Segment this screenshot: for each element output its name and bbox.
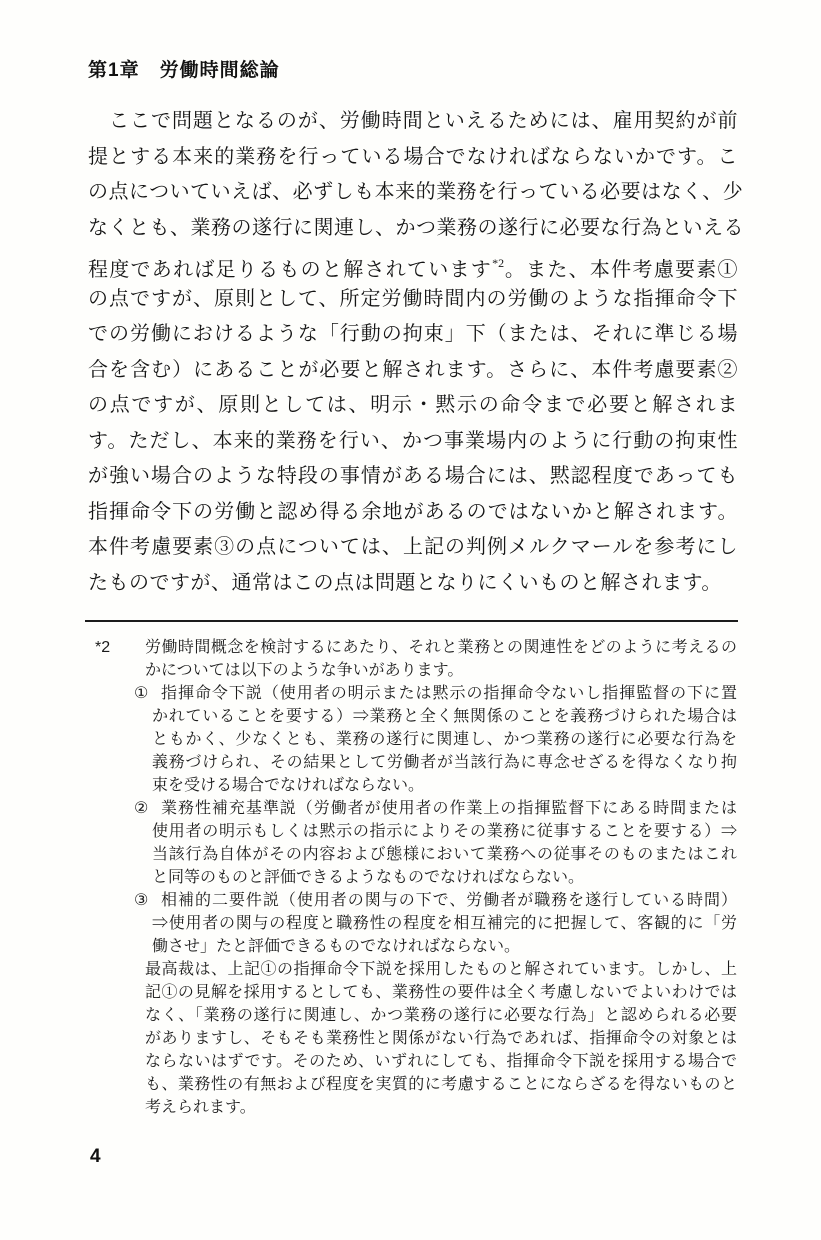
footnote-line: 考えられます。 <box>145 1099 256 1116</box>
chapter-header: 第1章 労働時間総論 <box>88 60 280 81</box>
footnote-line: 義務づけられ、その結果として労働者が当該行為に専念せざるを得なくなり拘 <box>152 754 737 771</box>
footnote-text: 指揮命令下説（使用者の明示または黙示の指揮命令ないし指揮監督の下に置 <box>161 685 737 702</box>
footnote-ref-superscript: *2 <box>492 256 505 270</box>
body-text-segment: 。また、本件考慮要素① <box>504 259 739 281</box>
footnote-line: なく、「業務の遂行に関連し、かつ業務の遂行に必要な行為」と認められる必要 <box>145 1007 737 1024</box>
footnote-number: *2 <box>95 639 111 656</box>
footnote-line: 働させ」たと評価できるものでなければならない。 <box>152 938 521 955</box>
footnote-line: 使用者の明示もしくは黙示の指示によりその業務に従事することを要する）⇒ <box>152 823 737 840</box>
body-line: の点ですが、原則として、所定労働時間内の労働のような指揮命令下 <box>88 287 738 310</box>
footnote-line: 束を受ける場合でなければならない。 <box>152 777 425 794</box>
footnote-line: 当該行為自体がその内容および態様において業務への従事そのものまたはこれ <box>152 846 737 863</box>
footnote-line <box>134 797 737 820</box>
circled-number-2: ② <box>134 800 149 817</box>
footnote-text: 業務性補充基準説（労働者が使用者の作業上の指揮監督下にある時間または <box>161 800 737 817</box>
footnote-text: 労働時間概念を検討するにあたり、それと業務との関連性をどのように考えるの <box>145 639 737 656</box>
footnote-line: がありますし、そもそも業務性と関係がない行為であれば、指揮命令の対象とは <box>145 1030 737 1047</box>
body-line: での労働におけるような「行動の拘束」下（または、それに準じる場 <box>88 323 738 345</box>
footnote-line: と同等のものと評価できるようなものでなければならない。 <box>152 869 585 886</box>
body-line: 指揮命令下の労働と認め得る余地があるのではないかと解されます。 <box>88 500 738 523</box>
body-text <box>88 104 744 601</box>
footnote-line <box>134 682 737 705</box>
footnote-line: かれていることを要する）⇒業務と全く無関係のことを義務づけられた場合は <box>152 708 737 725</box>
body-line: 提とする本来的業務を行っている場合でなければならないかです。こ <box>88 145 738 168</box>
footnote-line: 最高裁は、上記①の指揮命令下説を採用したものと解されています。しかし、上 <box>145 961 737 978</box>
body-line: の点についていえば、必ずしも本来的業務を行っている必要はなく、少 <box>88 181 744 203</box>
body-line: 本件考慮要素③の点については、上記の判例メルクマールを参考にし <box>88 536 738 558</box>
circled-number-1: ① <box>134 685 149 702</box>
footnote-line: ⇒使用者の関与の程度と職務性の程度を相互補完的に把握して、客観的に「労 <box>152 915 737 932</box>
body-line: 合を含む）にあることが必要と解されます。さらに、本件考慮要素② <box>88 358 738 381</box>
footnote <box>0 636 821 1119</box>
body-line: の点ですが、原則としては、明示・黙示の命令まで必要と解されま <box>88 394 738 416</box>
footnote-line: かについては以下のような争いがあります。 <box>145 662 464 679</box>
circled-number-3: ③ <box>134 892 149 909</box>
footnote-line: も、業務性の有無および程度を実質的に考慮することにならざるを得ないものと <box>145 1076 737 1093</box>
body-line: たものですが、通常はこの点は問題となりにくいものと解されます。 <box>88 571 722 594</box>
footnote-text: 相補的二要件説（使用者の関与の下で、労働者が職務を遂行している時間） <box>161 892 737 909</box>
footnote-line: 記①の見解を採用するとしても、業務性の要件は全く考慮しないでよいわけでは <box>145 984 737 1001</box>
body-line-with-note-ref <box>88 246 738 282</box>
footnote-line: ならないはずです。そのため、いずれにしても、指揮命令下説を採用する場合で <box>145 1053 737 1070</box>
footnote-divider <box>85 620 738 622</box>
body-text-segment: 程度であれば足りるものと解されています <box>88 259 493 281</box>
body-line: が強い場合のような特段の事情がある場合には、黙認程度であっても <box>88 465 738 487</box>
footnote-line: ともかく、少なくとも、業務の遂行に関連し、かつ業務の遂行に必要な行為を <box>152 731 737 748</box>
body-line: す。ただし、本来的業務を行い、かつ事業場内のように行動の拘束性 <box>88 429 738 452</box>
footnote-line <box>134 889 737 912</box>
page-number: 4 <box>90 1146 101 1167</box>
footnote-line <box>95 636 737 659</box>
body-line: なくとも、業務の遂行に関連し、かつ業務の遂行に必要な行為といえる <box>88 216 744 239</box>
body-line: ここで問題となるのが、労働時間といえるためには、雇用契約が前 <box>109 110 738 132</box>
